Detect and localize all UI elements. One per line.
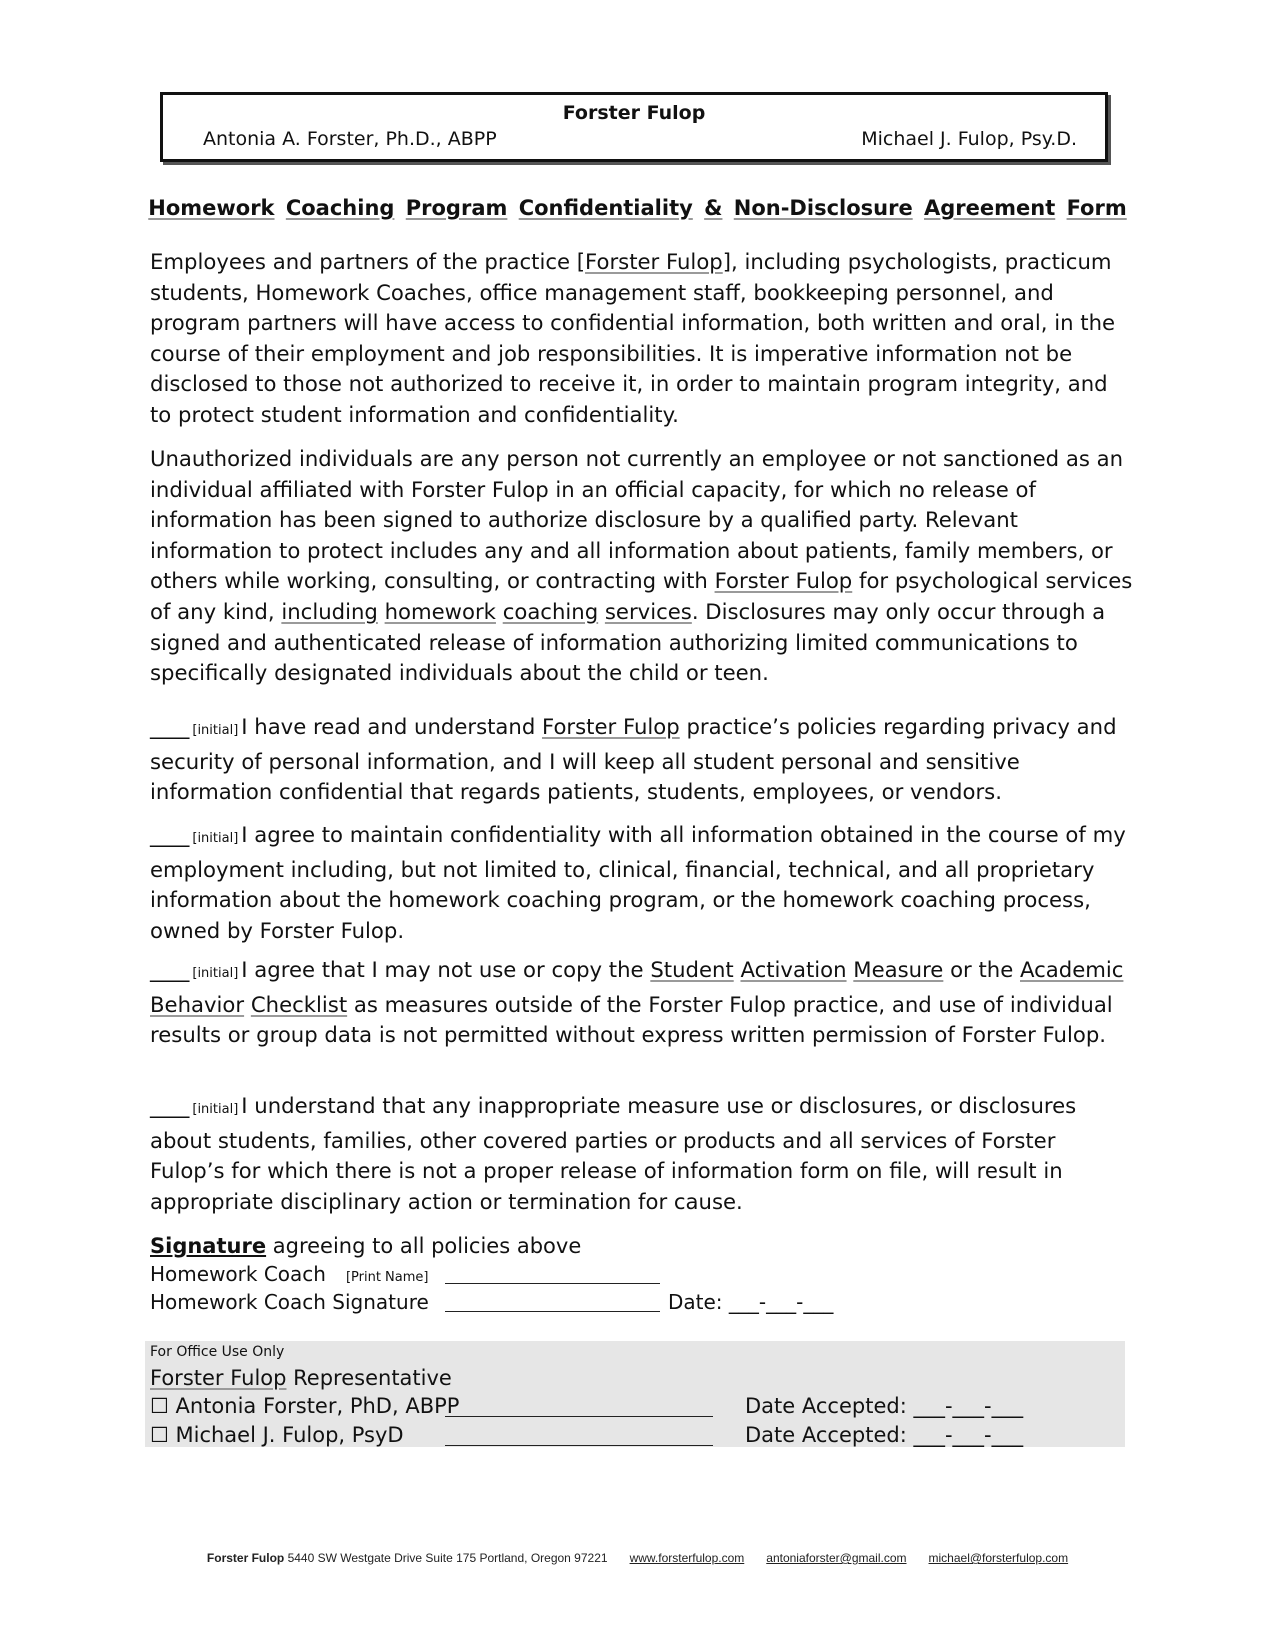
title-word: Agreement: [924, 196, 1056, 220]
underlined-word: Measure: [853, 957, 944, 982]
footer-email-antonia-link[interactable]: antoniaforster@gmail.com: [766, 1551, 907, 1565]
partner-left-name: Antonia A. Forster, Ph.D., ABPP: [203, 128, 497, 150]
initial-clause-privacy: [150, 712, 1135, 808]
title-word: &: [704, 196, 723, 220]
footer-email-michael-link[interactable]: michael@forsterfulop.com: [928, 1551, 1069, 1565]
practice-name-link: Forster Fulop: [150, 1366, 287, 1390]
initial-tag: [initial]: [192, 1102, 239, 1117]
initial-blank[interactable]: ____: [150, 957, 189, 982]
text-run: I understand that any inappropriate measure use or disclosures, or disclosures about students, families, other covered parties or products and all services of Forster Fulop’s for which there is not a proper release of information form on file, will result in appropriate disciplinary action or termination for cause.: [150, 1093, 1077, 1214]
underlined-word: Student: [650, 957, 734, 982]
initial-clause-confidentiality: [150, 820, 1135, 946]
paragraph-intro: [150, 247, 1135, 431]
antonia-checkbox-row[interactable]: ☐ Antonia Forster, PhD, ABPP: [150, 1394, 460, 1418]
practice-name-link: Forster Fulop: [542, 714, 680, 739]
underlined-word: Behavior: [150, 991, 245, 1017]
initial-clause-disciplinary: [150, 1091, 1135, 1217]
title-word: Form: [1066, 196, 1127, 220]
signature-heading-rest: agreeing to all policies above: [266, 1234, 582, 1258]
print-name-tag: [Print Name]: [345, 1270, 429, 1285]
print-name-line[interactable]: [445, 1283, 660, 1284]
text-run: ], including psychologists, practicum students, Homework Coaches, office management staff, bookkeeping personnel, and program partners will have access to confidential information, both written and oral, in the course of their employment and job responsibilities. It is imperative information not be disclosed to those not authorized to receive it, in order to maintain program integrity, and to protect student information and confidentiality.: [150, 249, 1116, 427]
michael-date-accepted[interactable]: Date Accepted: ___-___-___: [745, 1423, 1024, 1447]
footer-website-link[interactable]: www.forsterfulop.com: [629, 1551, 745, 1565]
text-run: I have read and understand: [241, 714, 543, 739]
initial-tag: [initial]: [192, 966, 239, 981]
text-run: . Disclosures may only occur through a signed and authenticated release of information authorizing limited communications to specifically designated individuals about the child or teen.: [150, 598, 1106, 686]
practice-name-link: Forster Fulop: [585, 249, 723, 274]
title-word: Non-Disclosure: [733, 196, 913, 220]
underlined-word: coaching: [502, 598, 599, 624]
coach-label: Homework Coach: [150, 1262, 326, 1286]
coach-signature-label: Homework Coach Signature: [150, 1290, 429, 1314]
underlined-word: Activation: [740, 957, 847, 982]
michael-signature-line[interactable]: [445, 1445, 713, 1446]
coach-date-field[interactable]: Date: ___-___-___: [668, 1290, 834, 1314]
representative-label: Representative: [286, 1366, 452, 1390]
paragraph-unauthorized: [150, 444, 1135, 689]
text-run: Employees and partners of the practice [: [150, 249, 586, 274]
text-run: or the: [943, 957, 1020, 982]
underlined-word: Academic: [1020, 957, 1124, 982]
initial-blank[interactable]: ____: [150, 1093, 189, 1118]
text-run: as measures outside of the Forster Fulop practice, and use of individual results or group data is not permitted without express written permission of Forster Fulop.: [150, 991, 1113, 1048]
coach-signature-row: [150, 1290, 429, 1314]
title-word: Program: [405, 196, 508, 220]
underlined-word: homework: [384, 598, 496, 624]
signature-heading-bold: Signature: [150, 1234, 267, 1258]
coach-signature-line[interactable]: [445, 1311, 660, 1312]
practice-name-link: Forster Fulop: [714, 568, 853, 594]
initial-clause-measures: [150, 955, 1135, 1051]
text-run: I agree that I may not use or copy the: [241, 957, 651, 982]
office-use-label: For Office Use Only: [150, 1344, 285, 1360]
signature-heading: [150, 1234, 581, 1258]
underlined-word: including: [281, 598, 378, 624]
michael-checkbox-row[interactable]: ☐ Michael J. Fulop, PsyD: [150, 1423, 404, 1447]
text-run: practice’s policies regarding privacy and security of personal information, and I will keep all student personal and sensitive information confidential that regards patients, students, employees, or vendors.: [150, 714, 1117, 805]
initial-tag: [initial]: [192, 831, 239, 846]
underlined-word: services: [604, 598, 692, 624]
initial-blank[interactable]: ____: [150, 714, 189, 739]
initial-tag: [initial]: [192, 723, 239, 738]
partner-right-name: Michael J. Fulop, Psy.D.: [861, 128, 1077, 150]
antonia-date-accepted[interactable]: Date Accepted: ___-___-___: [745, 1394, 1024, 1418]
title-word: Homework: [148, 196, 275, 220]
letterhead-box: [160, 92, 1108, 162]
text-run: Unauthorized individuals are any person not currently an employee or not sanctioned as an individual affiliated with Forster Fulop in an official capacity, for which no release of information has been signed to authorize disclosure by a qualified party. Relevant information to protect includes any and all information about patients, family members, or others while working, consulting, or contracting with: [150, 446, 1124, 594]
underlined-word: Checklist: [250, 991, 348, 1017]
text-run: I agree to maintain confidentiality with all information obtained in the course of my employment including, but not limited to, clinical, financial, technical, and all proprietary information about the homework coaching program, or the homework coaching process, owned by Forster Fulop.: [150, 822, 1126, 943]
page-footer: [0, 1551, 1275, 1565]
initial-blank[interactable]: ____: [150, 822, 189, 847]
antonia-signature-line[interactable]: [445, 1416, 713, 1417]
title-word: Confidentiality: [518, 196, 693, 220]
title-word: Coaching: [285, 196, 395, 220]
text-run: for psychological services of any kind,: [150, 568, 1133, 624]
office-use-box: [145, 1341, 1125, 1447]
footer-firm: Forster Fulop: [206, 1551, 285, 1565]
firm-name: Forster Fulop: [562, 102, 706, 124]
footer-address: 5440 SW Westgate Drive Suite 175 Portland, Oregon 97221: [284, 1551, 608, 1565]
coach-print-name-row: [150, 1262, 429, 1286]
representative-heading: [150, 1366, 452, 1390]
document-title: [0, 196, 1275, 220]
